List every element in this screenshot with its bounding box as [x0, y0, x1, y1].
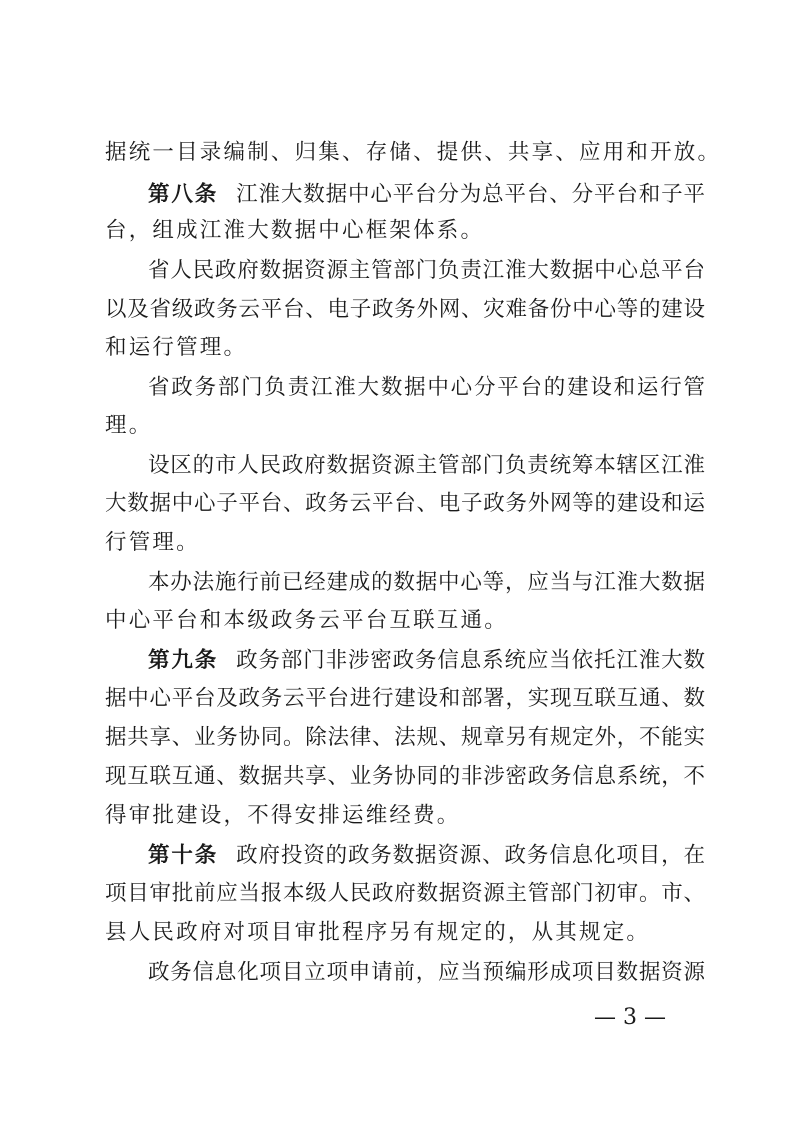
- text-line: 现互联互通、数据共享、业务协同的非涉密政务信息系统，不: [105, 764, 705, 789]
- article-heading: 第十条: [148, 843, 219, 868]
- text-line: 据共享、业务协同。除法律、法规、规章另有规定外，不能实: [105, 725, 705, 750]
- text-line: 据统一目录编制、归集、存储、提供、共享、应用和开放。: [105, 140, 722, 165]
- text-line: 项目审批前应当报本级人民政府数据资源主管部门初审。市、: [105, 881, 705, 906]
- article-9-line: [148, 647, 705, 675]
- article-8-line: [148, 181, 705, 209]
- article-heading: 第九条: [148, 648, 219, 673]
- text-line: 省人民政府数据资源主管部门负责江淮大数据中心总平台: [148, 258, 705, 283]
- text-line: 政务信息化项目立项申请前，应当预编形成项目数据资源: [148, 960, 705, 985]
- text-line: 本办法施行前已经建成的数据中心等，应当与江淮大数据: [148, 570, 705, 595]
- text-line: 得审批建设，不得安排运维经费。: [105, 803, 461, 828]
- text-line: 省政务部门负责江淮大数据中心分平台的建设和运行管: [148, 375, 705, 400]
- text-line: 以及省级政务云平台、电子政务外网、灾难备份中心等的建设: [105, 297, 705, 322]
- text-line: 台，组成江淮大数据中心框架体系。: [105, 218, 485, 243]
- page-number: — 3 —: [594, 1005, 666, 1030]
- text-line: 和运行管理。: [105, 335, 248, 360]
- text-line: 政府投资的政务数据资源、政务信息化项目，在: [236, 843, 705, 868]
- text-line: 政务部门非涉密政务信息系统应当依托江淮大数: [236, 648, 705, 673]
- text-line: 设区的市人民政府数据资源主管部门负责统筹本辖区江淮: [148, 453, 705, 478]
- article-10-line: [148, 842, 705, 870]
- text-line: 中心平台和本级政务云平台互联互通。: [105, 608, 508, 633]
- text-line: 县人民政府对项目审批程序另有规定的，从其规定。: [105, 920, 651, 945]
- article-heading: 第八条: [148, 182, 219, 207]
- text-line: 据中心平台及政务云平台进行建设和部署，实现互联互通、数: [105, 686, 705, 711]
- text-line: 大数据中心子平台、政务云平台、电子政务外网等的建设和运: [105, 491, 705, 516]
- text-line: 江淮大数据中心平台分为总平台、分平台和子平: [236, 182, 705, 207]
- text-line: 理。: [105, 413, 153, 438]
- text-line: 行管理。: [105, 530, 200, 555]
